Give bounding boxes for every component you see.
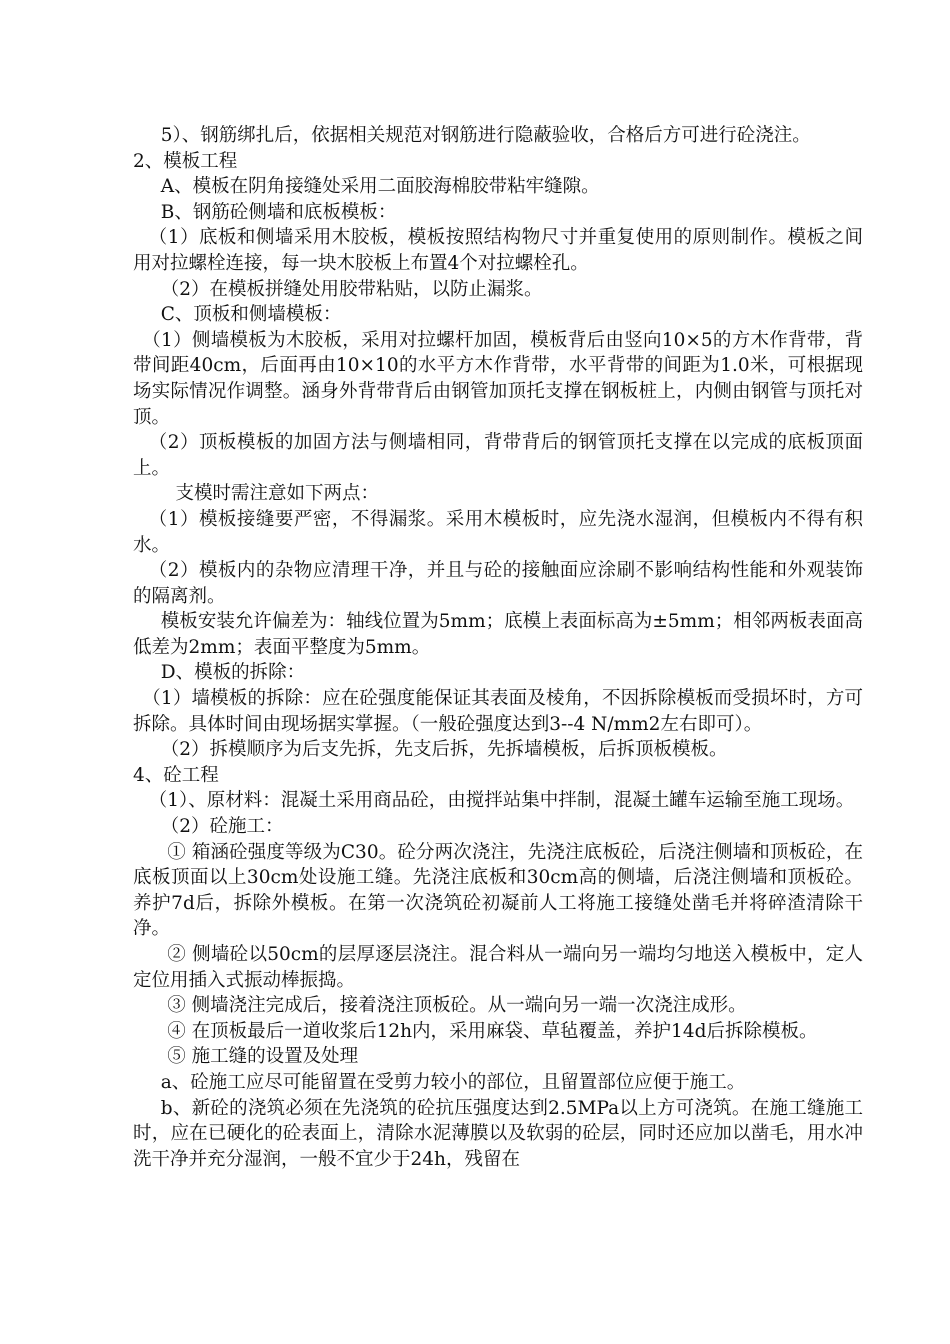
paragraph: （2）模板内的杂物应清理干净，并且与砼的接触面应涂刷不影响结构性能和外观装饰的隔离剂。: [133, 560, 863, 607]
paragraph: （2）拆模顺序为后支先拆，先支后拆，先拆墙模板，后拆顶板模板。: [160, 739, 728, 761]
subsection-heading: B、钢筋砼侧墙和底板模板：: [160, 201, 397, 223]
list-item: ① 箱涵砼强度等级为C30。砼分两次浇注，先浇注底板砼，后浇注侧墙和顶板砼，在底板顶面以上30cm处设施工缝。先浇注底板和30cm高的侧墙，后浇注侧墙和顶板砼。养护7d后，拆除外模板。在第一次浇筑砼初凝前人工将施工接缝处凿毛并将碎渣清除干净。: [133, 841, 863, 940]
list-item: ⑤ 施工缝的设置及处理: [167, 1046, 359, 1068]
list-item: ② 侧墙砼以50cm的层厚逐层浇注。混合料从一端向另一端均匀地送入模板中，定人定位用插入式振动棒振捣。: [133, 944, 863, 991]
paragraph: 5）、钢筋绑扎后，依据相关规范对钢筋进行隐蔽验收，合格后方可进行砼浇注。: [160, 125, 811, 146]
section-heading: 4、砼工程: [133, 764, 219, 786]
paragraph: a、砼施工应尽可能留置在受剪力较小的部位，且留置部位应便于施工。: [160, 1071, 746, 1093]
paragraph: （1）模板接缝要严密，不得漏浆。采用木模板时，应先浇水湿润，但模板内不得有积水。: [133, 508, 863, 556]
list-item: ③ 侧墙浇注完成后，接着浇注顶板砼。从一端向另一端一次浇注成形。: [167, 995, 747, 1017]
list-item: ④ 在顶板最后一道收浆后12h内，采用麻袋、草毡覆盖，养护14d后拆除模板。: [167, 1020, 818, 1042]
paragraph: （1）侧墙模板为木胶板，采用对拉螺杆加固，模板背后由竖向10×5的方木作背带，背带间距40cm，后面再由10×10的水平方木作背带，水平背带的间距为1.0米，可根据现场实际情况作调整。涵身外背带背后由钢管加顶托支撑在钢板桩上，内侧由钢管与顶托对顶。: [133, 329, 863, 428]
paragraph: （1）底板和侧墙采用木胶板，模板按照结构物尺寸并重复使用的原则制作。模板之间用对拉螺栓连接，每一块木胶板上布置4个对拉螺栓孔。: [133, 227, 863, 274]
paragraph: 模板安装允许偏差为：轴线位置为5mm；底模上表面标高为±5mm；相邻两板表面高低差为2mm；表面平整度为5mm。: [133, 611, 863, 658]
paragraph: （2）顶板模板的加固方法与侧墙相同，背带背后的钢管顶托支撑在以完成的底板顶面上。: [133, 432, 863, 479]
section-heading: 2、模板工程: [133, 150, 238, 172]
paragraph: （1）墙模板的拆除：应在砼强度能保证其表面及棱角，不因拆除模板而受损坏时，方可拆除。具体时间由现场据实掌握。（一般砼强度达到3--4 N/mm2左右即可）。: [133, 688, 863, 735]
paragraph: 支模时需注意如下两点：: [175, 483, 380, 505]
paragraph: b、新砼的浇筑必须在先浇筑的砼抗压强度达到2.5MPa以上方可浇筑。在施工缝施工时，应在已硬化的砼表面上，清除水泥薄膜以及软弱的砼层，同时还应加以凿毛，用水冲洗干净并充分湿润，一般不宜少于24h，残留在: [133, 1097, 863, 1170]
paragraph: （2）在模板拼缝处用胶带粘贴，以防止漏浆。: [160, 278, 543, 300]
subsection-heading: D、模板的拆除：: [160, 662, 306, 684]
paragraph: （1）、原材料：混凝土采用商品砼，由搅拌站集中拌制，混凝土罐车运输至施工现场。: [148, 790, 855, 812]
paragraph: A、模板在阴角接缝处采用二面胶海棉胶带粘牢缝隙。: [160, 176, 600, 198]
subsection-heading: （2）砼施工：: [160, 816, 284, 838]
subsection-heading: C、顶板和侧墙模板：: [160, 304, 342, 326]
document-body: [133, 123, 863, 1172]
